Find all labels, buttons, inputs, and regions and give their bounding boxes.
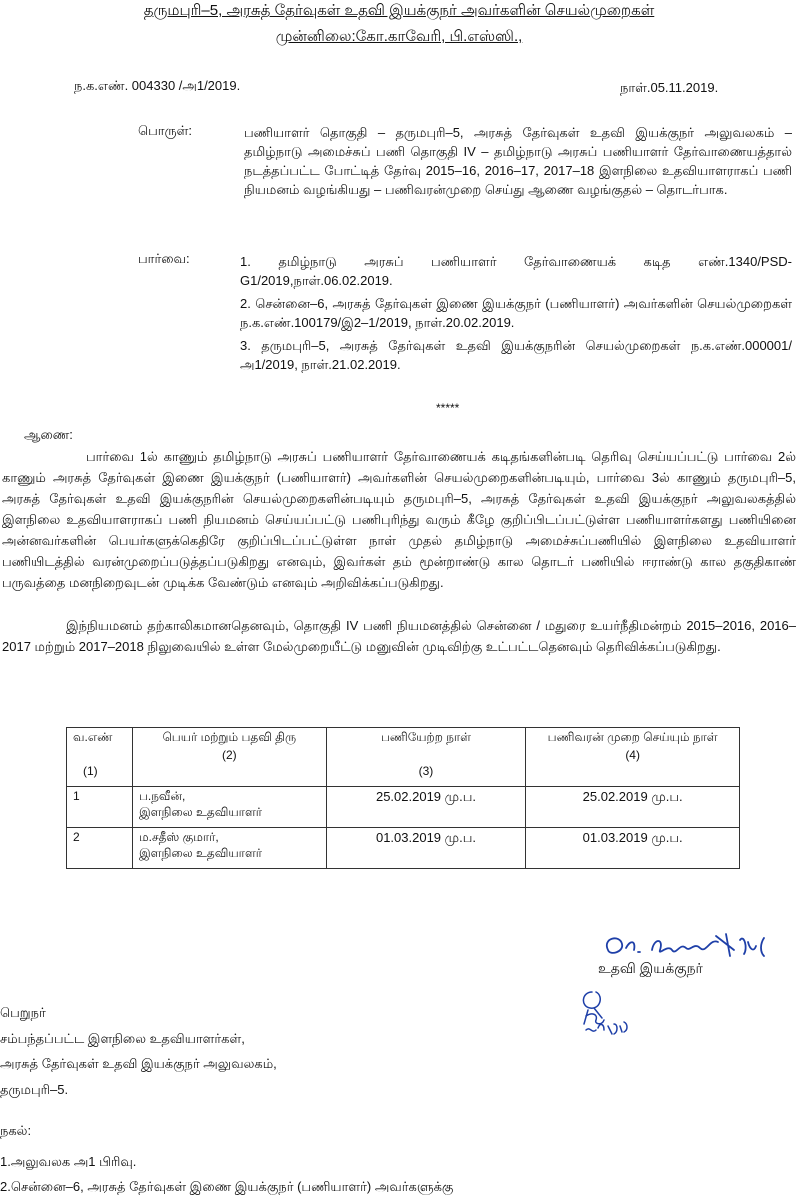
references-label: பார்வை:	[138, 251, 190, 266]
references-list	[240, 252, 792, 378]
header-title: தருமபுரி–5, அரசுத் தேர்வுகள் உதவி இயக்குநர் அவர்களின் செயல்முறைகள்	[143, 2, 655, 19]
cell-sno: 1	[67, 787, 133, 828]
table-header-row	[67, 728, 740, 787]
cell-name: ப.நவீன், இளநிலை உதவியாளர்	[132, 787, 326, 828]
header-presence: முன்னிலை:கோ.காவேரி, பி.எஸ்ஸி.,	[275, 28, 523, 45]
subject-text: பணியாளர் தொகுதி – தருமபுரி–5, அரசுத் தேர்வுகள் உதவி இயக்குநர் அலுவலகம் – தமிழ்நாடு அமைச்சுப் பணி தொகுதி IV – தமிழ்நாடு அரசுப் பணியாளர் தேர்வாணையத்தால் நடத்தப்பட்ட போட்டித் தேர்வு 2015–16, 2016–17, 2017–18 இளநிலை உதவியாளராகப் பணி நியமனம் வழங்கியது – பணிவரன்முறை செய்து ஆணை வழங்குதல் – தொடர்பாக.	[244, 125, 792, 197]
table-row	[67, 787, 740, 828]
cell-sno: 2	[67, 828, 133, 869]
document-date: நாள்.05.11.2019.	[620, 80, 719, 95]
order-paragraph-1: பார்வை 1ல் காணும் தமிழ்நாடு அரசுப் பணியாளர் தேர்வாணையக் கடிதங்களின்படி தெரிவு செய்யப்பட்டு பார்வை 2ல் காணும் அரசுத் தேர்வுகள் இணை இயக்குநர் (பணியாளர்) அவர்களின் செயல்முறைகளின்படியும், பார்வை 3ல் காணும் தருமபுரி–5, அரசுத் தேர்வுகள் உதவி இயக்குநரின் செயல்முறைகளின்படியும் தருமபுரி–5, அரசுத் தேர்வுகள் உதவி இயக்குநர் அலுவலகத்தில் இளநிலை உதவியாளராகப் பணி நியமனம் செய்யப்பட்டு பணிபுரிந்து வரும் கீழே குறிப்பிடப்பட்டுள்ள பணியாளர்களது பணியினை அன்னவர்களின் பெயர்களுக்கெதிரே குறிப்பிடப்பட்டுள்ள நாள் முதல் தமிழ்நாடு அமைச்சுப்பணியில் இளநிலை உதவியாளர் பணியிடத்தில் வரன்முறைப்படுத்தப்படுகிறது எனவும், இவர்கள் தம் மூன்றாண்டு கால தொடர் பணியில் ஈராண்டு கால தகுதிகாண் பருவத்தை மனநிறைவுடன் முடிக்க வேண்டும் எனவும் அறிவிக்கப்படுகிறது.	[2, 449, 797, 590]
copy-line: 1.அலுவலக அ1 பிரிவு.	[0, 1154, 137, 1169]
reference-item: 3. தருமபுரி–5, அரசுத் தேர்வுகள் உதவி இயக்குநரின் செயல்முறைகள் ந.க.எண்.000001/அ1/2019, நாள்.21.02.2019.	[240, 338, 792, 372]
cell-joined: 01.03.2019 மு.ப.	[326, 828, 526, 869]
column-header-name: பெயர் மற்றும் பதவி திரு (2)	[132, 728, 326, 787]
cell-name: ம.சதீஸ் குமார், இளநிலை உதவியாளர்	[132, 828, 326, 869]
cell-joined: 25.02.2019 மு.ப.	[326, 787, 526, 828]
reference-item: 2. சென்னை–6, அரசுத் தேர்வுகள் இணை இயக்குநர் (பணியாளர்) அவர்களின் செயல்முறைகள் ந.க.எண்.100179/இ2–1/2019, நாள்.20.02.2019.	[240, 296, 792, 330]
order-paragraph-2: இந்நியமனம் தற்காலிகமானதெனவும், தொகுதி IV பணி நியமனத்தில் சென்னை / மதுரை உயர்நீதிமன்றம் 2015–2016, 2016–2017 மற்றும் 2017–2018 நிலுவையில் உள்ள மேல்முறையீட்டு மனுவின் முடிவிற்கு உட்பட்டதெனவும் தெரிவிக்கப்படுகிறது.	[2, 618, 796, 654]
employee-table	[66, 727, 740, 869]
reference-number: ந.க.எண். 004330 /அ1/2019.	[74, 78, 241, 93]
initials-stamp	[574, 986, 644, 1042]
copy-line: 2.சென்னை–6, அரசுத் தேர்வுகள் இணை இயக்குநர் (பணியாளர்) அவர்களுக்கு	[0, 1179, 454, 1194]
table-row	[67, 828, 740, 869]
signature-image	[598, 930, 794, 964]
separator: *****	[436, 401, 460, 415]
order-label: ஆணை:	[24, 427, 73, 442]
reference-item: 1. தமிழ்நாடு அரசுப் பணியாளர் தேர்வாணையக் கடித எண்.1340/PSD-G1/2019,நாள்.06.02.2019.	[240, 254, 792, 288]
cell-regularised: 25.02.2019 மு.ப.	[526, 787, 740, 828]
recipient-line: அரசுத் தேர்வுகள் உதவி இயக்குநர் அலுவலகம்,	[0, 1056, 277, 1071]
column-header-regularised: பணிவரன் முறை செய்யும் நாள் (4)	[526, 728, 740, 787]
signatory-title: உதவி இயக்குநர்	[598, 960, 703, 976]
recipients-label: பெறுநர்	[0, 1005, 46, 1020]
cell-regularised: 01.03.2019 மு.ப.	[526, 828, 740, 869]
subject-label: பொருள்:	[138, 123, 192, 138]
recipient-line: தருமபுரி–5.	[0, 1081, 69, 1097]
column-header-sno: வ.எண் (1)	[67, 728, 133, 787]
recipients-block	[0, 1000, 277, 1102]
recipient-line: சம்பந்தப்பட்ட இளநிலை உதவியாளர்கள்,	[0, 1030, 245, 1046]
column-header-joined: பணியேற்ற நாள் (3)	[326, 728, 526, 787]
copies-label: நகல்:	[0, 1123, 32, 1138]
